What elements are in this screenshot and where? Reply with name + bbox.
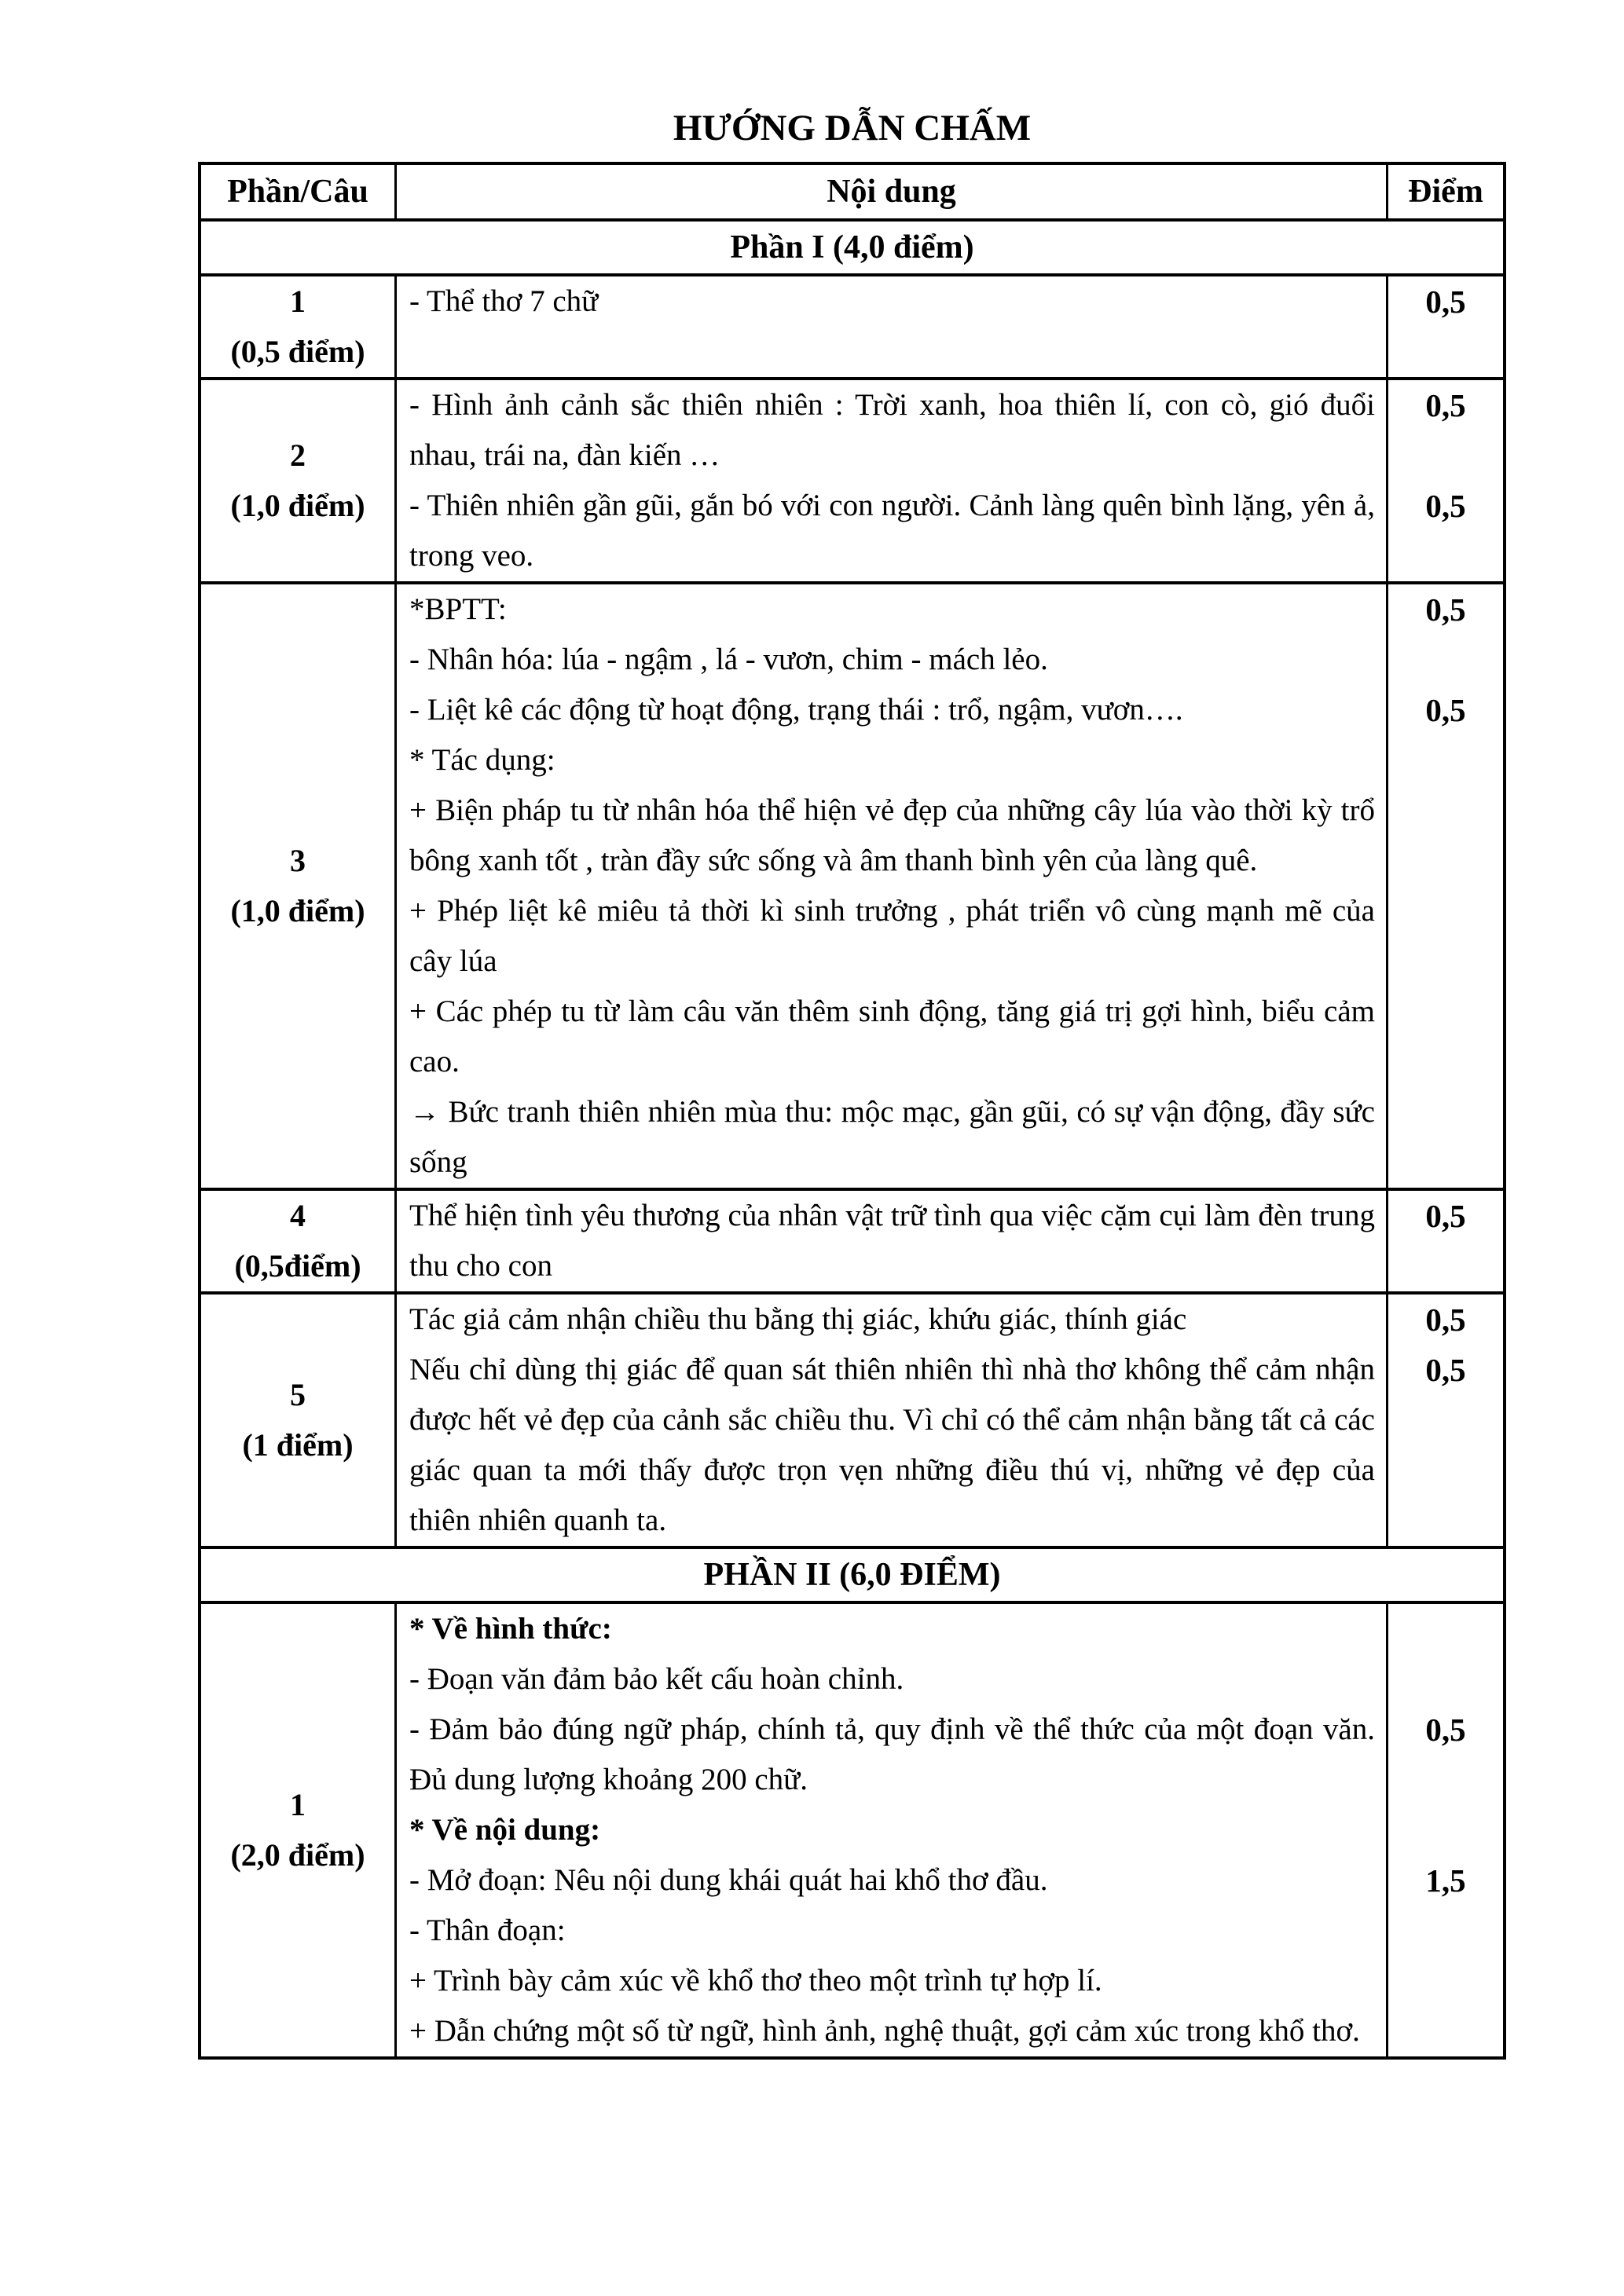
content-paragraph: → Bức tranh thiên nhiên mùa thu: mộc mạc, gần gũi, có sự vận động, đầy sức sống: [394, 1087, 1388, 1188]
section-part2-label: PHẦN II (6,0 ĐIỂM): [703, 1556, 1001, 1593]
question-points: (0,5điểm): [234, 1247, 361, 1283]
question-number: 4: [290, 1197, 306, 1233]
question-points: (1,0 điểm): [230, 892, 365, 928]
score-value: 0,5: [1425, 283, 1466, 320]
score-value: [1388, 1956, 1503, 2006]
question-number: 3: [290, 842, 306, 878]
score-value: 1,5: [1425, 1862, 1466, 1899]
score-value: 0,5: [1425, 691, 1466, 728]
content-subrow: [394, 1906, 1503, 1956]
question-cell: [201, 276, 394, 377]
content-paragraph: *BPTT:: [394, 584, 1388, 635]
question-points: (0,5 điểm): [230, 333, 365, 369]
content-paragraph: * Về nội dung:: [394, 1805, 1388, 1855]
content-paragraph: + Phép liệt kê miêu tả thời kì sinh trưởng , phát triển vô cùng mạnh mẽ của cây lúa: [394, 886, 1388, 987]
score-value: 0,5: [1425, 386, 1466, 423]
question-cell: [201, 1191, 394, 1291]
score-value: 0,5: [1425, 591, 1466, 628]
page-title: HƯỚNG DẪN CHẤM: [673, 108, 1032, 148]
score-value: [1388, 1087, 1503, 1188]
score-value: [1388, 1805, 1503, 1855]
table-row-part1-q5: [201, 1294, 1503, 1549]
content-subrow: [394, 635, 1503, 685]
score-value: 0,5: [1425, 487, 1466, 524]
content-subrow: [394, 886, 1503, 987]
content-subrow: [394, 584, 1503, 635]
content-paragraph: * Về hình thức:: [394, 1604, 1388, 1654]
column-header-part: Phần/Câu: [227, 173, 368, 210]
content-subrow: [394, 1345, 1503, 1546]
content-paragraph: Thể hiện tình yêu thương của nhân vật trữ tình qua việc cặm cụi làm đèn trung thu cho con: [394, 1191, 1388, 1291]
content-subrow: [394, 481, 1503, 581]
content-paragraph: - Liệt kê các động từ hoạt động, trạng thái : trổ, ngậm, vươn….: [394, 685, 1388, 735]
content-subrow: [394, 1805, 1503, 1855]
column-header-content: Nội dung: [394, 165, 1388, 218]
table-row-part1-q4: [201, 1191, 1503, 1294]
content-paragraph: - Nhân hóa: lúa - ngậm , lá - vươn, chim - mách lẻo.: [394, 635, 1388, 685]
row-body: [394, 276, 1503, 377]
score-value: [1388, 1654, 1503, 1705]
content-paragraph: - Đảm bảo đúng ngữ pháp, chính tả, quy định về thể thức của một đoạn văn. Đủ dung lượng khoảng 200 chữ.: [394, 1705, 1388, 1805]
table-header-row: [201, 165, 1503, 222]
question-cell: [201, 584, 394, 1188]
content-subrow: [394, 1956, 1503, 2006]
content-paragraph: Nếu chỉ dùng thị giác để quan sát thiên nhiên thì nhà thơ không thể cảm nhận được hết vẻ đẹp của cảnh sắc chiều thu. Vì chỉ có thể cảm nhận bằng tất cả các giác quan ta mới thấy được trọn vẹn những điều thú vị, những vẻ đẹp của thiên nhiên quanh ta.: [394, 1345, 1388, 1546]
content-subrow: [394, 1705, 1503, 1805]
content-subrow: [394, 1087, 1503, 1188]
score-value: [1388, 735, 1503, 785]
section-part1-label: Phần I (4,0 điểm): [730, 229, 974, 265]
score-value: [1388, 2006, 1503, 2056]
question-number: 1: [290, 283, 306, 319]
content-subrow: [394, 1294, 1503, 1345]
content-subrow: [394, 380, 1503, 481]
content-paragraph: - Hình ảnh cảnh sắc thiên nhiên : Trời xanh, hoa thiên lí, con cò, gió đuổi nhau, trái na, đàn kiến …: [394, 380, 1388, 481]
row-body: [394, 1191, 1503, 1291]
score-value: [1388, 1604, 1503, 1654]
table-row-part1-q3: [201, 584, 1503, 1191]
question-number: 1: [290, 1786, 306, 1822]
section-row-part1: [201, 222, 1503, 276]
score-value: 0,5: [1425, 1197, 1466, 1234]
content-subrow: [394, 1191, 1503, 1291]
question-points: (2,0 điểm): [230, 1836, 365, 1873]
score-value: [1388, 1906, 1503, 1956]
content-subrow: [394, 1604, 1503, 1654]
content-paragraph: - Thân đoạn:: [394, 1906, 1388, 1956]
table-row-part1-q2: [201, 380, 1503, 584]
content-subrow: [394, 276, 1503, 377]
content-paragraph: + Biện pháp tu từ nhân hóa thể hiện vẻ đẹp của những cây lúa vào thời kỳ trổ bông xanh tốt , tràn đầy sức sống và âm thanh bình yên của làng quê.: [394, 785, 1388, 886]
question-points: (1 điểm): [242, 1426, 354, 1463]
row-body: [394, 1294, 1503, 1546]
content-paragraph: - Thiên nhiên gần gũi, gắn bó với con người. Cảnh làng quên bình lặng, yên ả, trong veo.: [394, 481, 1388, 581]
content-subrow: [394, 735, 1503, 785]
score-value: 0,5: [1425, 1711, 1466, 1748]
score-value: [1388, 785, 1503, 886]
score-value: 0,5: [1425, 1301, 1466, 1338]
score-value: [1388, 886, 1503, 987]
question-points: (1,0 điểm): [230, 487, 365, 523]
table-row-part1-q1: [201, 276, 1503, 380]
table-row-part2-q1: [201, 1604, 1503, 2056]
score-value: [1388, 635, 1503, 685]
score-value: [1388, 987, 1503, 1087]
content-subrow: [394, 785, 1503, 886]
section-row-part2: [201, 1549, 1503, 1604]
grading-table: [198, 162, 1506, 2060]
content-subrow: [394, 1855, 1503, 1906]
question-number: 5: [290, 1376, 306, 1412]
content-paragraph: - Thể thơ 7 chữ: [394, 276, 1388, 377]
question-cell: [201, 1294, 394, 1546]
score-value: 0,5: [1425, 1351, 1466, 1388]
content-paragraph: + Dẫn chứng một số từ ngữ, hình ảnh, nghệ thuật, gợi cảm xúc trong khổ thơ.: [394, 2006, 1388, 2056]
content-paragraph: Tác giả cảm nhận chiều thu bằng thị giác, khứu giác, thính giác: [394, 1294, 1388, 1345]
question-cell: [201, 380, 394, 581]
column-header-score: Điểm: [1408, 173, 1483, 210]
content-subrow: [394, 1654, 1503, 1705]
content-subrow: [394, 685, 1503, 735]
content-paragraph: - Đoạn văn đảm bảo kết cấu hoàn chỉnh.: [394, 1654, 1388, 1705]
content-subrow: [394, 2006, 1503, 2056]
question-number: 2: [290, 437, 306, 473]
row-body: [394, 1604, 1503, 2056]
content-paragraph: - Mở đoạn: Nêu nội dung khái quát hai khổ thơ đầu.: [394, 1855, 1388, 1906]
row-body: [394, 380, 1503, 581]
content-paragraph: + Trình bày cảm xúc về khổ thơ theo một trình tự hợp lí.: [394, 1956, 1388, 2006]
row-body: [394, 584, 1503, 1188]
content-paragraph: + Các phép tu từ làm câu văn thêm sinh động, tăng giá trị gợi hình, biểu cảm cao.: [394, 987, 1388, 1087]
question-cell: [201, 1604, 394, 2056]
content-subrow: [394, 987, 1503, 1087]
content-paragraph: * Tác dụng:: [394, 735, 1388, 785]
